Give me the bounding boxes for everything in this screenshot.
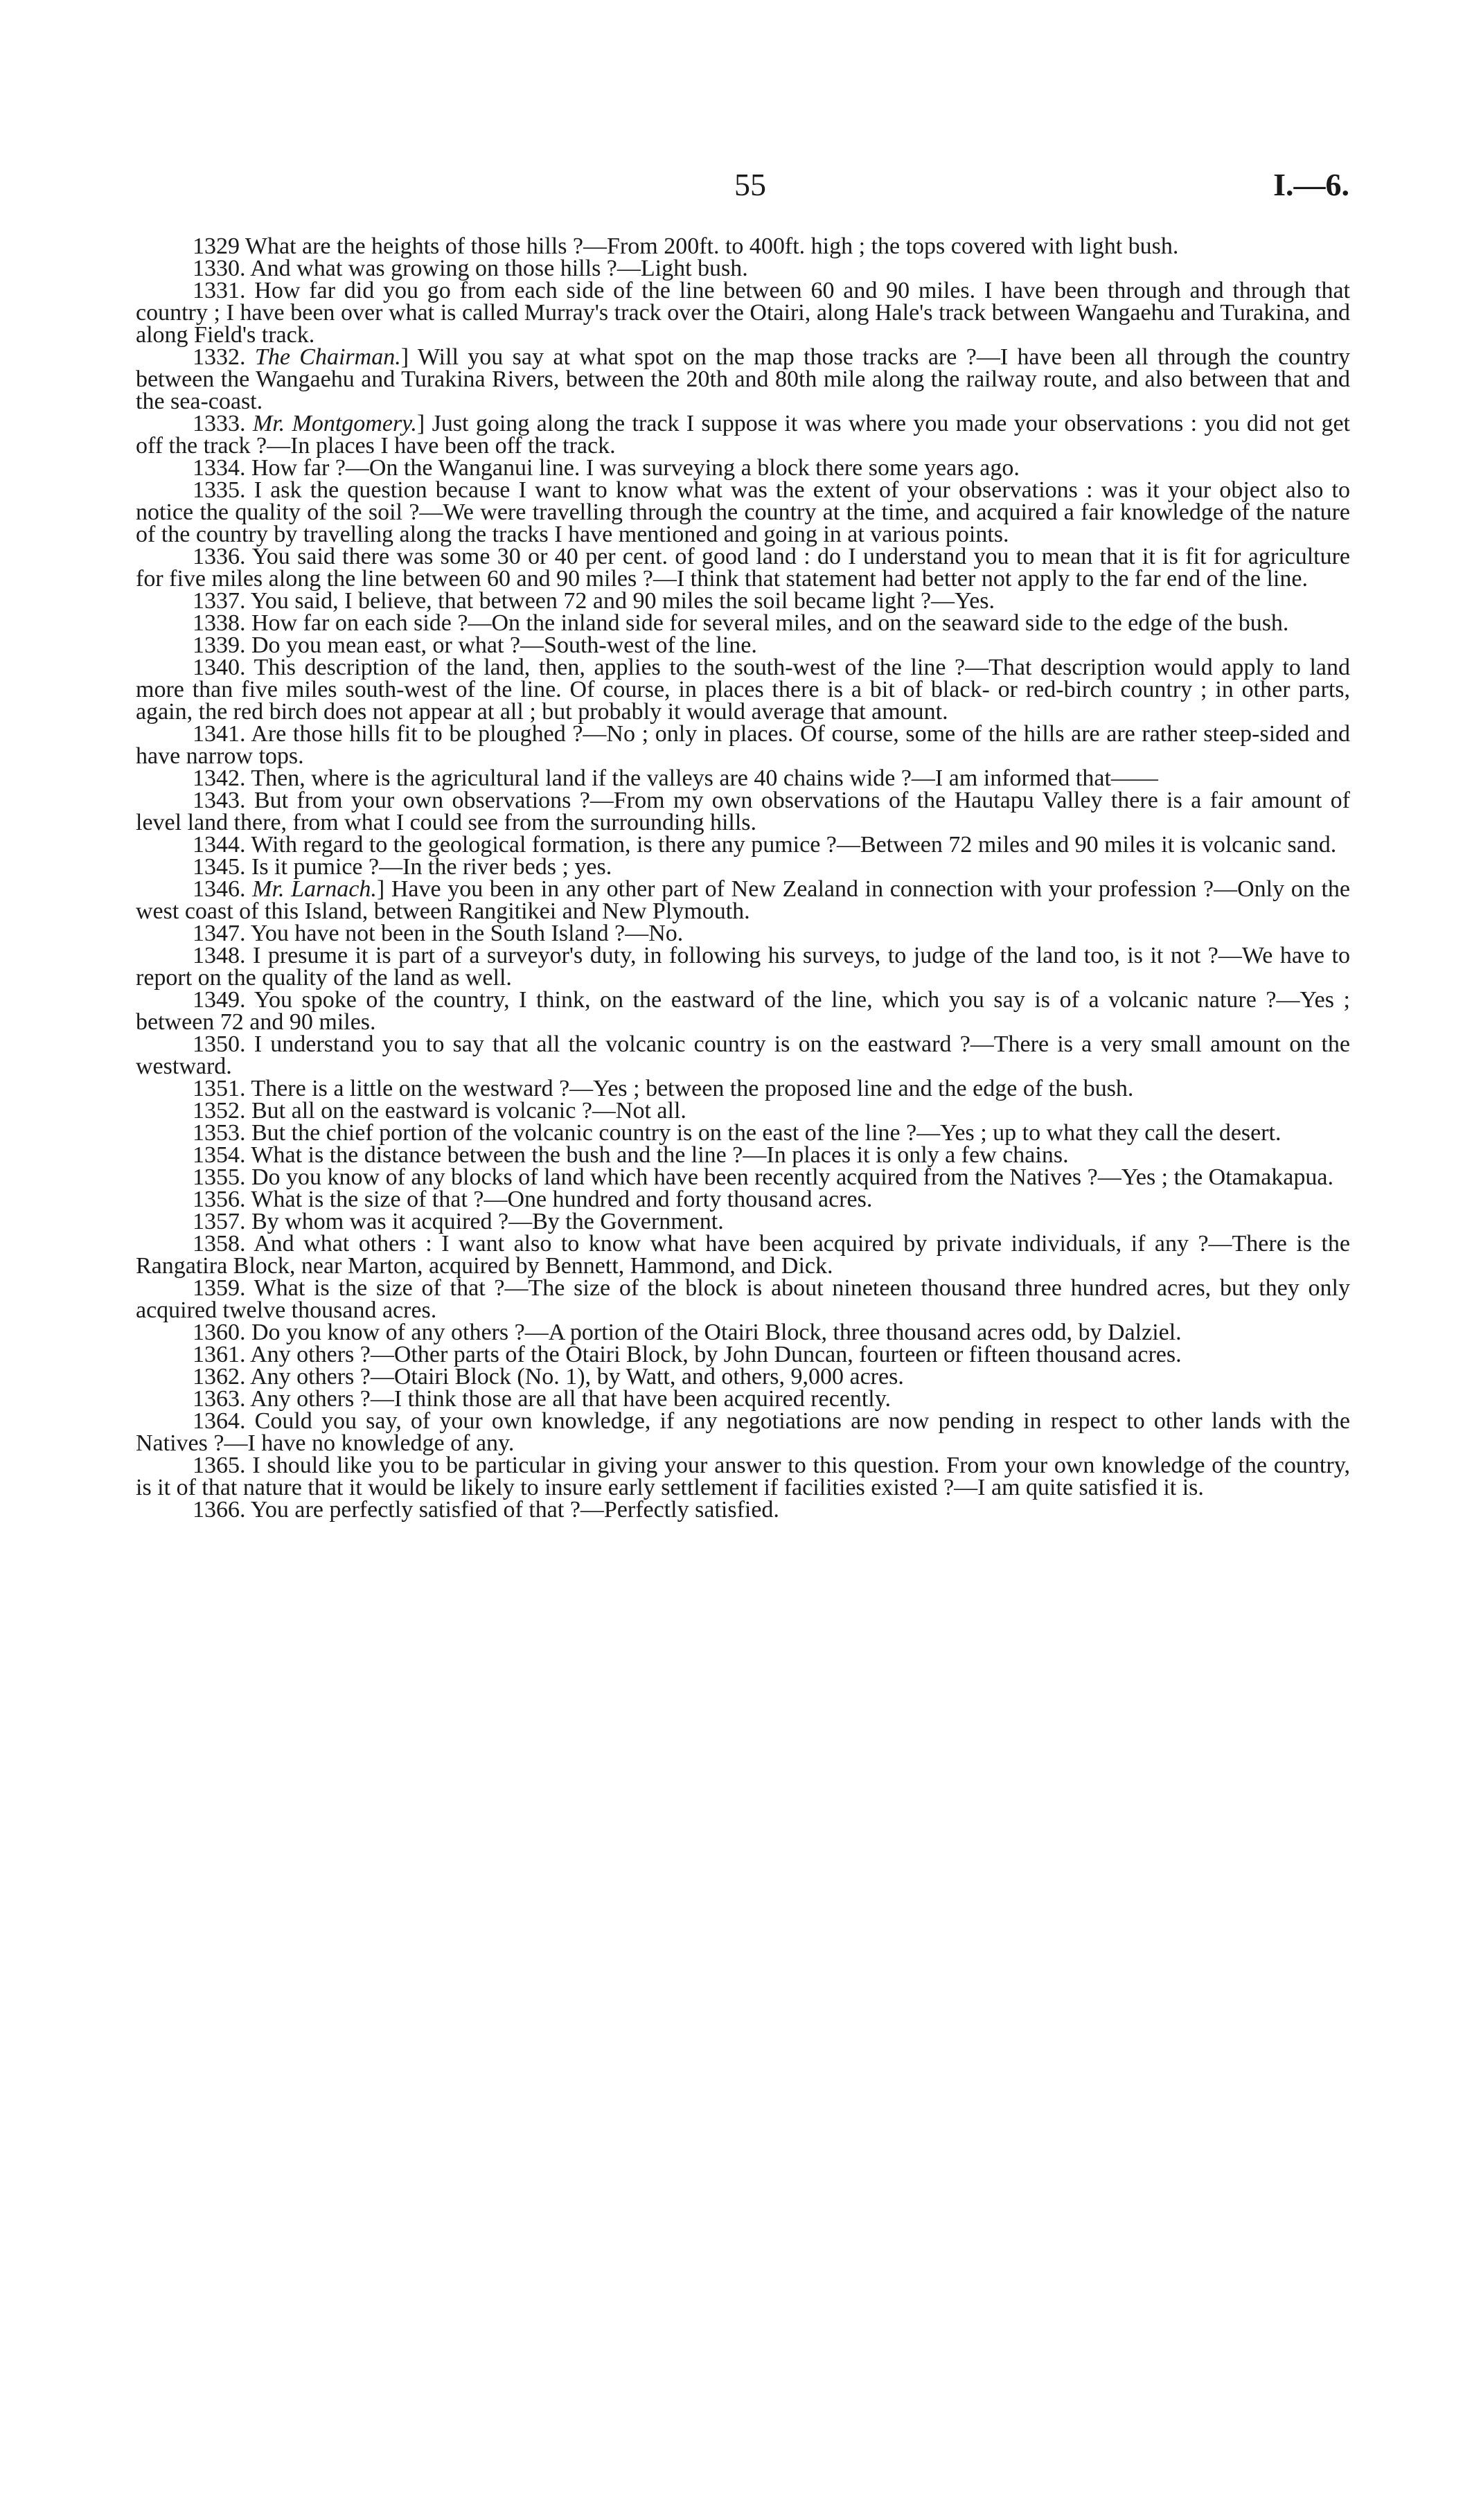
question-number: 1329	[193, 233, 240, 259]
question-paragraph	[136, 834, 1350, 856]
question-paragraph	[136, 657, 1350, 723]
question-number: 1365.	[193, 1453, 246, 1478]
question-text: Any others ?—Other parts of the Otairi Block, by John Duncan, fourteen or fifteen thousand acres.	[245, 1342, 1182, 1367]
question-number: 1348.	[193, 943, 246, 968]
question-paragraph	[136, 1388, 1350, 1410]
question-text: Any others ?—Otairi Block (No. 1), by Watt, and others, 9,000 acres.	[245, 1364, 904, 1390]
question-text: You said, I believe, that between 72 and 90 miles the soil became light ?—Yes.	[245, 588, 995, 614]
question-number: 1358.	[193, 1231, 246, 1257]
question-text: Any others ?—I think those are all that have been acquired recently.	[245, 1386, 891, 1412]
question-text: What is the size of that ?—One hundred and forty thousand acres.	[245, 1187, 873, 1212]
question-number: 1342.	[193, 765, 246, 791]
question-paragraph	[136, 1277, 1350, 1322]
question-number: 1356.	[193, 1187, 246, 1212]
question-number: 1352.	[193, 1098, 246, 1124]
page-header	[0, 166, 1481, 215]
question-paragraph	[136, 1499, 1350, 1521]
question-text: How far ?—On the Wanganui line. I was surveying a block there some years ago.	[245, 455, 1020, 481]
question-text: ] Just going along the track I suppose it was where you made your observations : you did not get off the track ?—In places I have been off the track.	[136, 411, 1350, 459]
question-number: 1364.	[193, 1408, 246, 1434]
question-paragraph	[136, 856, 1350, 878]
question-paragraph	[136, 479, 1350, 546]
question-text: And what was growing on those hills ?—Light bush.	[245, 256, 748, 281]
question-number: 1338.	[193, 610, 246, 636]
question-number: 1334.	[193, 455, 246, 481]
document-reference: I.—6.	[1273, 167, 1349, 202]
question-number: 1336.	[193, 544, 246, 569]
question-number: 1350.	[193, 1031, 246, 1057]
question-text: Then, where is the agricultural land if the valleys are 40 chains wide ?—I am informed that——	[245, 765, 1158, 791]
question-text: I presume it is part of a surveyor's duty, in following his surveys, to judge of the land too, is it not ?—We have to report on the quality of the land as well.	[136, 943, 1350, 991]
question-paragraph	[136, 945, 1350, 989]
question-text: You said there was some 30 or 40 per cent. of good land : do I understand you to mean that it is fit for agriculture for five miles along the line between 60 and 90 miles ?—I think that statement had better not apply to the far end of the line.	[136, 544, 1350, 592]
question-number: 1357.	[193, 1209, 246, 1234]
question-number: 1362.	[193, 1364, 246, 1390]
question-text: And what others : I want also to know what have been acquired by private individuals, if any ?—There is the Rangatira Block, near Marton, acquired by Bennett, Hammond, and Dick.	[136, 1231, 1350, 1279]
question-paragraph	[136, 1211, 1350, 1233]
question-paragraph	[136, 457, 1350, 479]
page-number: 55	[734, 167, 766, 202]
question-text: Do you know of any others ?—A portion of the Otairi Block, three thousand acres odd, by Dalziel.	[245, 1320, 1182, 1345]
question-paragraph	[136, 413, 1350, 457]
question-paragraph	[136, 1366, 1350, 1388]
question-paragraph	[136, 280, 1350, 346]
question-paragraph	[136, 346, 1350, 413]
question-text: How far on each side ?—On the inland side for several miles, and on the seaward side to the edge of the bush.	[245, 610, 1289, 636]
question-paragraph	[136, 878, 1350, 923]
question-paragraph	[136, 1233, 1350, 1277]
question-paragraph	[136, 790, 1350, 834]
question-text: ] Have you been in any other part of New Zealand in connection with your profession ?—Only on the west coast of this Island, between Rangitikei and New Plymouth.	[136, 876, 1350, 924]
question-number: 1351.	[193, 1076, 246, 1101]
question-number: 1349.	[193, 987, 246, 1013]
question-text: ] Will you say at what spot on the map those tracks are ?—I have been all through the country between the Wangaehu and Turakina Rivers, between the 20th and 80th mile along the railway route, and also between that and the sea-coast.	[136, 344, 1351, 414]
question-paragraph	[136, 1144, 1350, 1166]
question-number: 1353.	[193, 1120, 246, 1146]
question-paragraph	[136, 1078, 1350, 1100]
question-number: 1337.	[193, 588, 246, 614]
question-text: Do you know of any blocks of land which have been recently acquired from the Natives ?—Yes ; the Otamakapua.	[245, 1164, 1333, 1190]
question-paragraph	[136, 590, 1350, 612]
question-number: 1341.	[193, 721, 246, 747]
question-number: 1340.	[193, 655, 246, 680]
question-text: I understand you to say that all the volcanic country is on the eastward ?—There is a very small amount on the westward.	[136, 1031, 1350, 1079]
question-text: I should like you to be particular in giving your answer to this question. From your own knowledge of the country, is it of that nature that it would be likely to insure early settlement if facilities existed ?—I am quite satisfied it is.	[136, 1453, 1350, 1500]
question-number: 1343.	[193, 788, 246, 813]
question-text: With regard to the geological formation, is there any pumice ?—Between 72 miles and 90 miles it is volcanic sand.	[245, 832, 1337, 858]
question-paragraph	[136, 258, 1350, 280]
question-number: 1339.	[193, 632, 246, 658]
question-number: 1330.	[193, 256, 246, 281]
question-text: I ask the question because I want to know what was the extent of your observations : was it your object also to notice the quality of the soil ?—We were travelling through the country at the time, and acquired a fair knowledge of the nature of the country by travelling along the tracks I have mentioned and going in at various points.	[136, 477, 1350, 547]
question-number: 1331.	[193, 278, 246, 303]
question-paragraph	[136, 233, 1350, 259]
question-text: Could you say, of your own knowledge, if any negotiations are now pending in respect to other lands with the Natives ?—I have no knowledge of any.	[136, 1408, 1350, 1456]
question-number: 1346.	[193, 876, 246, 902]
question-paragraph	[136, 1189, 1350, 1211]
speaker-name: The Chairman.	[254, 344, 401, 370]
question-paragraph	[136, 1166, 1350, 1189]
question-text: But all on the eastward is volcanic ?—Not all.	[245, 1098, 686, 1124]
question-paragraph	[136, 1122, 1350, 1144]
question-paragraph	[136, 1322, 1350, 1344]
question-number: 1344.	[193, 832, 246, 858]
question-number: 1359.	[193, 1275, 246, 1301]
question-number: 1354.	[193, 1142, 246, 1168]
question-paragraph	[136, 767, 1350, 790]
question-text: By whom was it acquired ?—By the Government.	[245, 1209, 724, 1234]
speaker-name: Mr. Montgomery.	[252, 411, 417, 436]
question-text: Do you mean east, or what ?—South-west of the line.	[245, 632, 757, 658]
question-text: What are the heights of those hills ?—From 200ft. to 400ft. high ; the tops covered with light bush.	[240, 233, 1179, 259]
question-text: You are perfectly satisfied of that ?—Perfectly satisfied.	[245, 1497, 779, 1523]
evidence-text	[136, 233, 1351, 1523]
question-text: But from your own observations ?—From my own observations of the Hautapu Valley there is a fair amount of level land there, from what I could see from the surrounding hills.	[136, 788, 1350, 835]
question-text: Are those hills fit to be ploughed ?—No ; only in places. Of course, some of the hills are are rather steep-sided and have narrow tops.	[136, 721, 1350, 769]
question-number: 1333.	[193, 411, 246, 436]
question-paragraph	[136, 1033, 1350, 1078]
question-paragraph	[136, 1344, 1350, 1366]
question-number: 1345.	[193, 854, 246, 880]
question-text: What is the size of that ?—The size of the block is about nineteen thousand three hundred acres, but they only acquired twelve thousand acres.	[136, 1275, 1350, 1323]
question-text: You spoke of the country, I think, on the eastward of the line, which you say is of a volcanic nature ?—Yes ; between 72 and 90 miles.	[136, 987, 1350, 1035]
question-text: This description of the land, then, applies to the south-west of the line ?—That description would apply to land more than five miles south-west of the line. Of course, in places there is a bit of black- or red-birch country ; in other parts, again, the red birch does not appear at all ; but probably it would average that amount.	[136, 655, 1350, 725]
question-text: You have not been in the South Island ?—No.	[245, 921, 684, 946]
speaker-name: Mr. Larnach.	[252, 876, 377, 902]
question-text: How far did you go from each side of the line between 60 and 90 miles. I have been through and through that country ; I have been over what is called Murray's track over the Otairi, along Hale's track between Wangaehu and Turakina, and along Field's track.	[136, 278, 1350, 348]
question-text: What is the distance between the bush and the line ?—In places it is only a few chains.	[245, 1142, 1069, 1168]
question-text: But the chief portion of the volcanic country is on the east of the line ?—Yes ; up to what they call the desert.	[245, 1120, 1282, 1146]
question-paragraph	[136, 612, 1350, 635]
question-paragraph	[136, 1100, 1350, 1122]
question-text: There is a little on the westward ?—Yes ; between the proposed line and the edge of the bush.	[245, 1076, 1134, 1101]
question-paragraph	[136, 989, 1350, 1033]
question-number: 1332.	[193, 344, 246, 370]
question-paragraph	[136, 1410, 1350, 1455]
question-number: 1355.	[193, 1164, 246, 1190]
question-paragraph	[136, 1455, 1350, 1499]
question-number: 1347.	[193, 921, 246, 946]
question-number: 1335.	[193, 477, 246, 503]
question-number: 1366.	[193, 1497, 246, 1523]
question-paragraph	[136, 723, 1350, 767]
question-paragraph	[136, 923, 1350, 945]
question-number: 1360.	[193, 1320, 246, 1345]
question-paragraph	[136, 546, 1350, 590]
question-paragraph	[136, 632, 1350, 658]
question-number: 1361.	[193, 1342, 246, 1367]
question-number: 1363.	[193, 1386, 246, 1412]
question-text: Is it pumice ?—In the river beds ; yes.	[245, 854, 612, 880]
